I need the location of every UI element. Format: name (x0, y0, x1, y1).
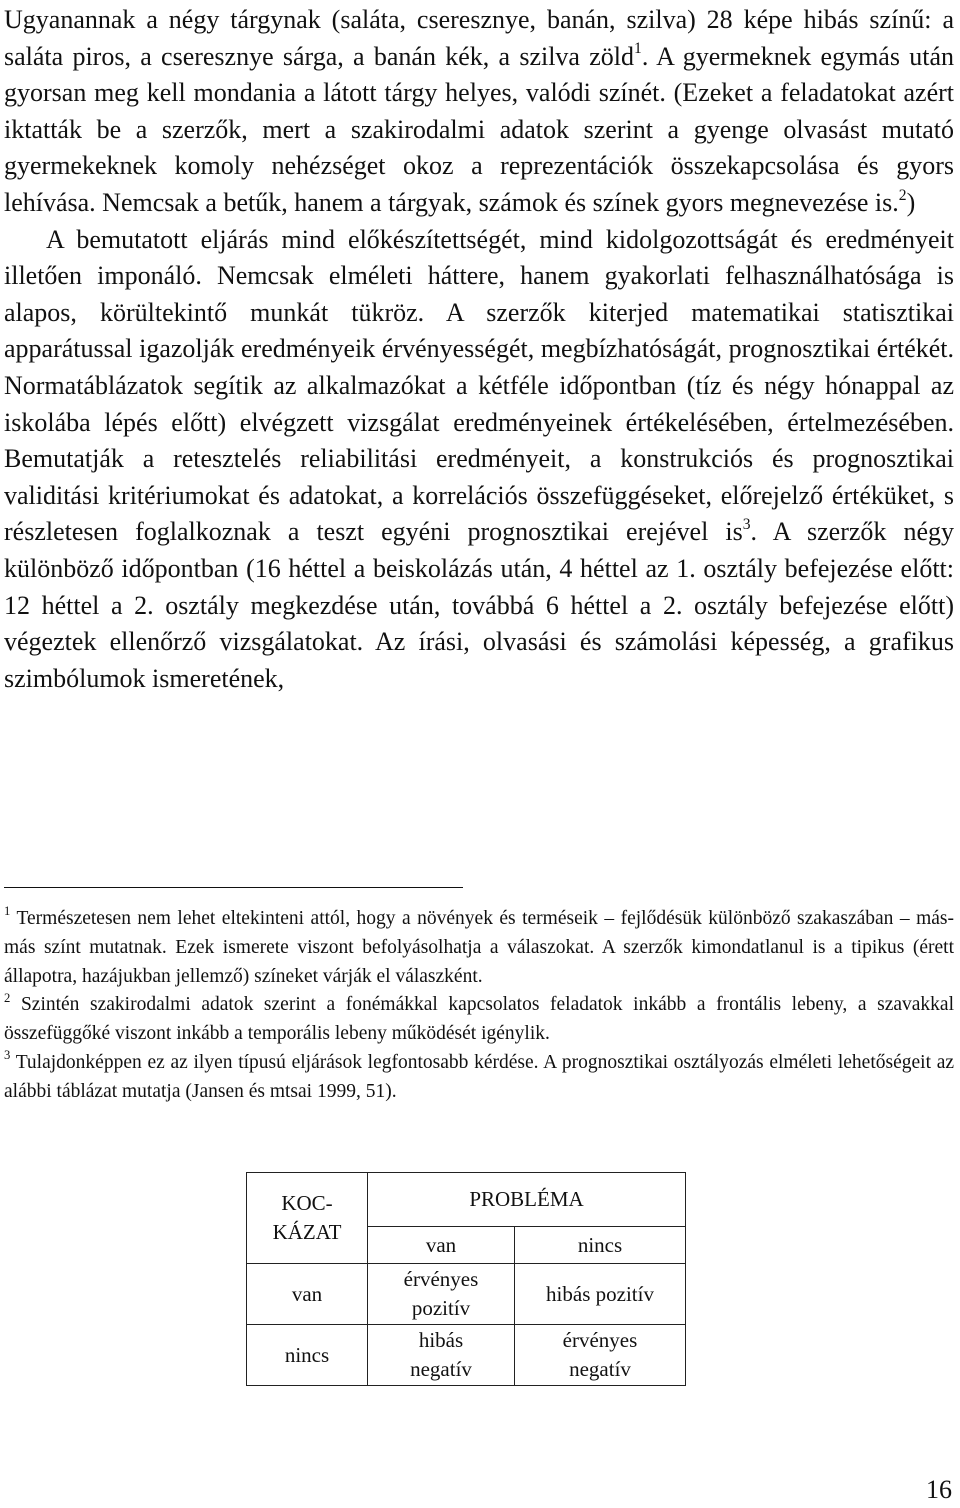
table-col-header: nincs (515, 1227, 686, 1264)
table-row-label: nincs (247, 1325, 368, 1386)
cell-line: negatív (569, 1357, 631, 1381)
cell-line: negatív (410, 1357, 472, 1381)
paragraph-text: . A gyermeknek egymás után gyorsan meg kell mondania a látott tárgy helyes, valódi színét. (Ezeket a feladatokat azért iktatták be a szerzők, mert a szakirodalmi adatok szerint a gyenge olvasást mutató gyermekeknek komoly nehézséget okoz a reprezentációk összekapcsolása és gyors lehívása. Nemcsak a betűk, hanem a tárgyak, számok és színek gyors megnevezése is. (4, 41, 954, 217)
table-cell (368, 1264, 515, 1325)
paragraph-1 (4, 2, 954, 222)
paragraph-text: Ugyanannak a négy tárgynak (saláta, cseresznye, banán, szilva) 28 képe hibás színű: a saláta piros, a cseresznye sárga, a banán kék, a szilva zöld (4, 5, 954, 71)
footnote-2 (4, 991, 954, 1049)
cell-line: hibás (418, 1328, 464, 1352)
risk-problem-table (246, 1172, 686, 1386)
paragraph-text: A bemutatott eljárás mind előkészítettségét, mind kidolgozottságát és eredményeit illetően imponáló. Nemcsak elméleti háttere, hanem gyakorlati felhasználhatósága is alapos, körültekintő munkát tükröz. A szerzők kiterjed matematikai statisztikai apparátussal igazolják eredményeik érvényességét, megbízhatóságát, prognosztikai értékét. Normatáblázatok segítik az alkalmazókat a kétféle időpontban (tíz és négy hónappal az iskolába lépés előtt) elvégzett vizsgálat eredményeinek értékelésében, értelmezésében. Bemutatják a retesztelés reliabilitási eredményeit, a konstrukciós és prognosztikai validitási kritériumokat és adatokat, a korrelációs összefüggéseket, előrejelző értéküket, s részletesen foglalkoznak a teszt egyéni prognosztikai erejével is (4, 224, 954, 547)
footnotes (4, 905, 954, 1107)
footnote-text: Tulajdonképpen ez az ilyen típusú eljárások legfontosabb kérdése. A prognosztikai osztályozás elméleti lehetőségeit az alábbi táblázat mutatja (Jansen és mtsai 1999, 51). (4, 1051, 955, 1102)
cell-line: érvényes (562, 1328, 638, 1352)
footnote-text: Szintén szakirodalmi adatok szerint a fonémákkal kapcsolatos feladatok inkább a frontális lebeny, a szavakkal összefüggőké viszont inkább a temporális lebeny működését igénylik. (4, 994, 955, 1045)
paragraph-2 (4, 222, 954, 698)
footnote-1 (4, 905, 954, 991)
paragraph-text: ) (906, 187, 916, 217)
table-header-problem: PROBLÉMA (368, 1173, 686, 1227)
footnote-number: 3 (4, 1048, 11, 1063)
cell-line: pozitív (411, 1296, 471, 1320)
footnote-number: 2 (4, 990, 11, 1005)
footnote-text: Természetesen nem lehet eltekinteni attól, hogy a növények és terméseik – fejlődésük különböző szakaszában – más-más színt mutatnak. Ezek ismerete viszont befolyásolhatja a válaszokat. A szerzők kimondatlanul is a tipikus (érett állapotra, hazájukban jellemző) színeket várják el válaszként. (4, 908, 954, 987)
table-cell (515, 1325, 686, 1386)
table-cell (515, 1264, 686, 1325)
table-cell (368, 1325, 515, 1386)
table-corner-cell (247, 1173, 368, 1264)
footnote-number: 1 (4, 904, 11, 919)
table-row (247, 1264, 686, 1325)
paragraph-text: . A szerzők négy különböző időpontban (16 héttel a beiskolázás után, 4 héttel az 1. osztály befejezése előtt: 12 héttel a 2. osztály megkezdése után, továbbá 6 héttel a 2. osztály befejezése előtt) végeztek ellenőrző vizsgálatokat. Az írási, olvasási és számolási képesség, a grafikus szimbólumok ismeretének, (4, 517, 954, 693)
cell-line: hibás pozitív (546, 1281, 654, 1306)
cell-line: érvényes (403, 1267, 479, 1291)
footnote-ref-1[interactable]: 1 (634, 40, 642, 58)
table-row-label: van (247, 1264, 368, 1325)
footnote-separator (4, 887, 463, 888)
table-corner-label: KÁZAT (272, 1220, 342, 1244)
footnote-ref-3[interactable]: 3 (742, 516, 751, 534)
page-number: 16 (926, 1475, 952, 1504)
table-row (247, 1325, 686, 1386)
footnote-ref-2[interactable]: 2 (898, 186, 907, 204)
footnote-3 (4, 1049, 954, 1107)
table-corner-label: KOC- (281, 1191, 333, 1215)
table-col-header: van (368, 1227, 515, 1264)
main-text (4, 2, 954, 697)
